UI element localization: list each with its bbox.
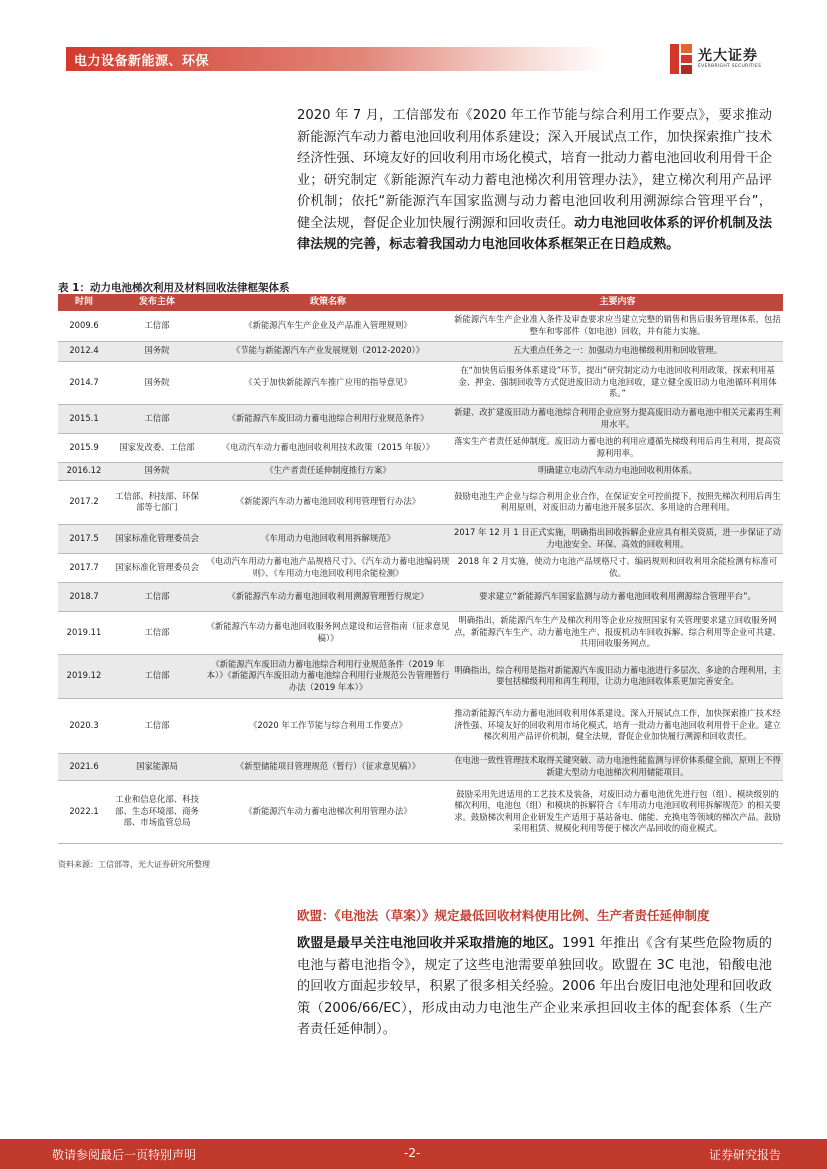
row-content: 新能源汽车生产企业准入条件及审查要求应当建立完整的销售和售后服务管理体系，包括整车和零部件（如电池）回收，并有能力实施。: [452, 311, 783, 341]
row-policy: 《新型储能项目管理规范（暂行）（征求意见稿）》: [204, 753, 452, 780]
table-row: [58, 654, 783, 698]
logo-text-en: EVERBRIGHT SECURITIES: [698, 64, 762, 69]
row-time: 2016.12: [58, 462, 110, 480]
table-row: [58, 311, 783, 341]
row-policy: 《新能源汽车动力蓄电池梯次利用管理办法》: [204, 780, 452, 843]
row-content: 新建、改扩建废旧动力蓄电池综合利用企业应努力提高废旧动力蓄电池中相关元素再生利用水平。: [452, 404, 783, 433]
header-content: 主要内容: [452, 294, 783, 311]
row-content: 要求建立“新能源汽车国家监测与动力蓄电池回收利用溯源综合管理平台”。: [452, 582, 783, 611]
row-policy: 《新能源汽车生产企业及产品准入管理规则》: [204, 311, 452, 341]
table-row: [58, 462, 783, 480]
row-time: 2014.7: [58, 361, 110, 404]
eu-text: 1991 年推出《含有某些危险物质的电池与蓄电池指令》，规定了这些电池需要单独回收。欧盟在 3C 电池，铅酸电池的回收方面起步较早，积累了很多相关经验。2006 年出台废旧电池处理和回收政策（2006/66/EC），形成由动力电池生产企业来承担回收主体的配套体系（生产者责任延伸制）。: [297, 936, 772, 1037]
intro-bold-conclusion: 动力电池回收体系的评价机制及法律法规的完善，标志着我国动力电池回收体系框架正在日趋成熟。: [297, 215, 773, 252]
row-policy: 《2020 年工作节能与综合利用工作要点》: [204, 698, 452, 753]
table-row: [58, 480, 783, 524]
row-time: 2017.5: [58, 524, 110, 553]
row-time: 2018.7: [58, 582, 110, 611]
row-issuer: 工信部、科技部、环保部等七部门: [110, 480, 204, 524]
section-category: 电力设备新能源、环保: [74, 54, 210, 69]
row-policy: 《新能源汽车动力蓄电池回收服务网点建设和运营指南（征求意见稿）》: [204, 611, 452, 654]
row-policy: 《新能源汽车废旧动力蓄电池综合利用行业规范条件》: [204, 404, 452, 433]
table-title: 表 1：动力电池梯次利用及材料回收法律框架体系: [58, 282, 290, 294]
row-issuer: 国家发改委、工信部: [110, 433, 204, 462]
row-policy: 《新能源汽车动力蓄电池回收利用管理暂行办法》: [204, 480, 452, 524]
row-content: 2017 年 12 月 1 日正式实施，明确指出回收拆解企业应具有相关资质，进一步保证了动力电池安全、环保、高效的回收利用。: [452, 524, 783, 553]
intro-text: 2020 年 7 月，工信部发布《2020 年工作节能与综合利用工作要点》，要求推动新能源汽车动力蓄电池回收利用体系建设；深入开展试点工作，加快探索推广技术经济性强、环境友好的回收利用市场化模式，培育一批动力蓄电池回收利用骨干企业；研究制定《新能源汽车动力蓄电池梯次利用管理办法》，建立梯次利用产品评价机制；依托“新能源汽车国家监测与动力蓄电池回收利用溯源综合管理平台”，健全法规，督促企业加快履行溯源和回收责任。: [297, 108, 772, 231]
eu-bold-lead: 欧盟是最早关注电池回收并采取措施的地区。: [297, 936, 562, 951]
table-source-note: 资料来源：工信部等，光大证券研究所整理: [58, 860, 210, 869]
row-issuer: 工信部: [110, 654, 204, 698]
row-time: 2017.2: [58, 480, 110, 524]
row-content: 在“加快售后服务体系建设”环节，提出“研究制定动力电池回收利用政策，探索利用基金、押金、强制回收等方式促进废旧动力电池回收，建立健全废旧动力电池循环利用体系。”: [452, 361, 783, 404]
table-row: [58, 553, 783, 582]
row-issuer: 国务院: [110, 361, 204, 404]
row-time: 2017.7: [58, 553, 110, 582]
table-row: [58, 780, 783, 843]
footer-doc-type: 证券研究报告: [709, 1148, 782, 1162]
row-time: 2019.11: [58, 611, 110, 654]
table-header-row: [58, 294, 783, 311]
table-row: [58, 361, 783, 404]
row-content: 在电池一致性管理技术取得关键突破、动力电池性能监测与评价体系健全前，原则上不得新建大型动力电池梯次利用储能项目。: [452, 753, 783, 780]
row-time: 2009.6: [58, 311, 110, 341]
row-issuer: 工信部: [110, 404, 204, 433]
row-policy: 《车用动力电池回收利用拆解规范》: [204, 524, 452, 553]
row-issuer: 工信部: [110, 698, 204, 753]
row-policy: 《电动汽车用动力蓄电池产品规格尺寸》、《汽车动力蓄电池编码规则》、《车用动力电池回收利用余能检测》: [204, 553, 452, 582]
logo-text-cn: 光大证券: [698, 48, 758, 64]
row-issuer: 工信部: [110, 311, 204, 341]
row-issuer: 国家标准化管理委员会: [110, 553, 204, 582]
eu-paragraph: [297, 933, 772, 1041]
policy-table: [58, 294, 783, 844]
table-row: [58, 698, 783, 753]
row-time: 2019.12: [58, 654, 110, 698]
row-time: 2022.1: [58, 780, 110, 843]
row-policy: 《生产者责任延伸制度推行方案》: [204, 462, 452, 480]
row-time: 2015.1: [58, 404, 110, 433]
row-content: 明确指出，新能源汽车生产及梯次利用等企业应按照国家有关管理要求建立回收服务网点，新能源汽车生产、动力蓄电池生产、报废机动车回收拆解、综合利用等企业可共建、共用回收服务网点。: [452, 611, 783, 654]
everbright-logo-icon: [670, 44, 692, 74]
row-time: 2021.6: [58, 753, 110, 780]
row-content: 推动新能源汽车动力蓄电池回收利用体系建设。深入开展试点工作，加快探索推广技术经济性强、环境友好的回收利用市场化模式，培育一批动力蓄电池回收利用骨干企业。建立梯次利用产品评价机制，健全法规，督促企业加快履行溯源和回收责任。: [452, 698, 783, 753]
row-issuer: 国务院: [110, 462, 204, 480]
table-row: [58, 341, 783, 361]
row-content: 五大重点任务之一：加强动力电池梯级利用和回收管理。: [452, 341, 783, 361]
table-row: [58, 582, 783, 611]
table-row: [58, 433, 783, 462]
footer-disclaimer: 敬请参阅最后一页特别声明: [52, 1148, 197, 1162]
row-issuer: 国家能源局: [110, 753, 204, 780]
table-row: [58, 524, 783, 553]
row-policy: 《关于加快新能源汽车推广应用的指导意见》: [204, 361, 452, 404]
row-issuer: 工信部: [110, 611, 204, 654]
row-time: 2015.9: [58, 433, 110, 462]
row-content: 鼓励电池生产企业与综合利用企业合作，在保证安全可控前提下，按照先梯次利用后再生利用原则，对废旧动力蓄电池开展多层次、多用途的合理利用。: [452, 480, 783, 524]
row-content: 2018 年 2 月实施，使动力电池产品规格尺寸、编码规则和回收利用余能检测有标准可依。: [452, 553, 783, 582]
row-content: 明确建立电动汽车动力电池回收利用体系。: [452, 462, 783, 480]
row-content: 落实生产者责任延伸制度。废旧动力蓄电池的利用应遵循先梯级利用后再生利用，提高资源利用率。: [452, 433, 783, 462]
table-row: [58, 611, 783, 654]
row-policy: 《电动汽车动力蓄电池回收利用技术政策（2015 年版）》: [204, 433, 452, 462]
page-number: -2-: [404, 1146, 421, 1160]
company-logo: [670, 42, 782, 76]
header-policy: 政策名称: [204, 294, 452, 311]
row-policy: 《节能与新能源汽车产业发展规划（2012-2020）》: [204, 341, 452, 361]
intro-paragraph: [297, 105, 772, 256]
row-issuer: 工业和信息化部、科技部、生态环境部、商务部、市场监管总局: [110, 780, 204, 843]
table-row: [58, 404, 783, 433]
row-issuer: 工信部: [110, 582, 204, 611]
table-row: [58, 753, 783, 780]
header-time: 时间: [58, 294, 110, 311]
row-content: 鼓励采用先进适用的工艺技术及装备，对废旧动力蓄电池优先进行包（组）、模块级别的梯次利用，电池包（组）和模块的拆解符合《车用动力电池回收利用拆解规范》的相关要求。鼓励梯次利用企业研发生产适用于基站备电、储能、充换电等领域的梯次产品。鼓励采用租赁、规模化利用等便于梯次产品回收的商业模式。: [452, 780, 783, 843]
row-issuer: 国务院: [110, 341, 204, 361]
row-policy: 《新能源汽车废旧动力蓄电池综合利用行业规范条件（2019 年本）》《新能源汽车废旧动力蓄电池综合利用行业规范公告管理暂行办法（2019 年本）》: [204, 654, 452, 698]
header-issuer: 发布主体: [110, 294, 204, 311]
eu-section-heading: 欧盟：《电池法（草案）》规定最低回收材料使用比例、生产者责任延伸制度: [297, 908, 710, 923]
row-time: 2020.3: [58, 698, 110, 753]
row-content: 明确指出，综合利用是指对新能源汽车废旧动力蓄电池进行多层次、多途的合理利用，主要包括梯级利用和再生利用，让动力电池回收体系更加完善安全。: [452, 654, 783, 698]
row-issuer: 国家标准化管理委员会: [110, 524, 204, 553]
row-policy: 《新能源汽车动力蓄电池回收利用溯源管理暂行规定》: [204, 582, 452, 611]
row-time: 2012.4: [58, 341, 110, 361]
